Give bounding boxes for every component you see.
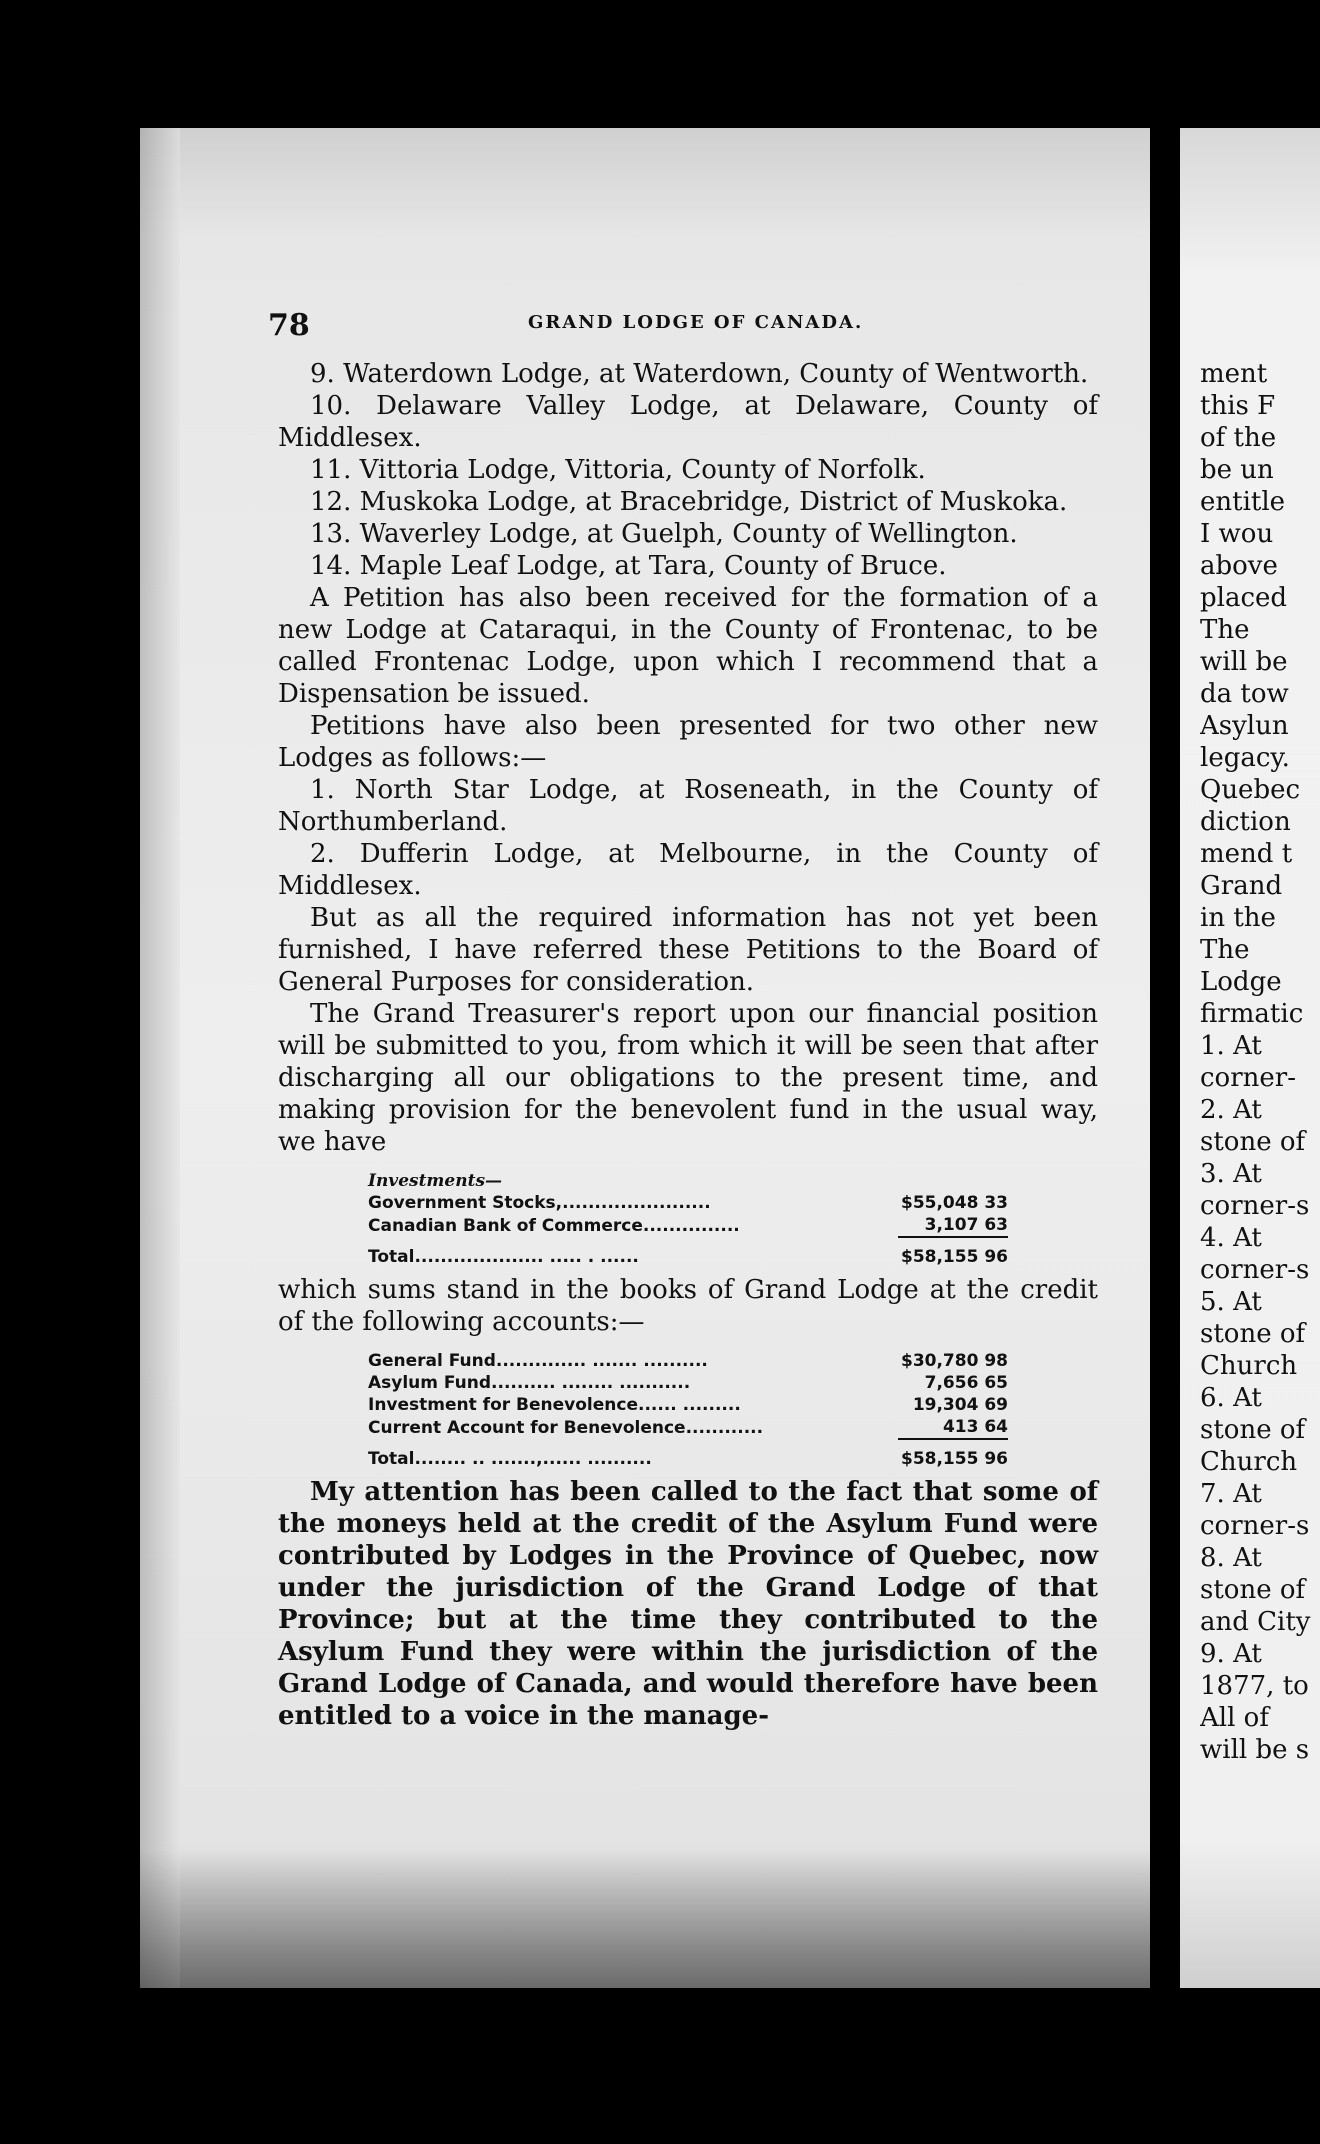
- page-number: 78: [268, 308, 310, 343]
- right-page-line: be un: [1200, 455, 1274, 485]
- lodge-item-9: 9. Waterdown Lodge, at Waterdown, County of Wentworth.: [310, 359, 1089, 389]
- investments-total-label: Total.................... ..... . ......: [368, 1246, 639, 1267]
- table-row: [368, 1372, 1008, 1394]
- right-page-line: corner-s: [1200, 1255, 1310, 1285]
- investment-amount: 3,107 63: [898, 1214, 1008, 1237]
- right-page-line: 7. At: [1200, 1479, 1262, 1509]
- investment-amount: $55,048 33: [900, 1193, 1008, 1213]
- right-page-line: corner-s: [1200, 1511, 1310, 1541]
- right-page-line: legacy.: [1200, 743, 1290, 773]
- right-page-line: 1877, to: [1200, 1671, 1309, 1701]
- right-page-line: Church: [1200, 1351, 1298, 1381]
- investments-total-row: [368, 1237, 1008, 1268]
- scan-edge-shading: [140, 128, 180, 1988]
- right-page-line: above: [1200, 551, 1278, 581]
- right-page-line: 6. At: [1200, 1383, 1262, 1413]
- running-head: GRAND LODGE OF CANADA.: [528, 312, 864, 333]
- accounts-total-row: [368, 1439, 1008, 1470]
- lodge-item-11: 11. Vittoria Lodge, Vittoria, County of Norfolk.: [310, 455, 926, 485]
- right-page-line: corner-s: [1200, 1191, 1310, 1221]
- lodge-item-10: 10. Delaware Valley Lodge, at Delaware, County of Middlesex.: [278, 391, 1098, 453]
- table-row: [368, 1192, 1008, 1214]
- right-page-line: stone of: [1200, 1415, 1306, 1445]
- right-page-line: stone of: [1200, 1575, 1306, 1605]
- new-lodge-item-2: 2. Dufferin Lodge, at Melbourne, in the County of Middlesex.: [278, 839, 1098, 901]
- table-row: [368, 1416, 1008, 1439]
- investments-table: [368, 1170, 1008, 1268]
- lodge-item-13: 13. Waverley Lodge, at Guelph, County of Wellington.: [310, 519, 1018, 549]
- account-label: General Fund.............. ....... ..........: [368, 1351, 708, 1371]
- lodge-item-14: 14. Maple Leaf Lodge, at Tara, County of Bruce.: [310, 551, 947, 581]
- right-page-line: mend t: [1200, 839, 1293, 869]
- right-page-line: ment: [1200, 359, 1268, 389]
- petition-paragraph: A Petition has also been received for the formation of a new Lodge at Cataraqui, in the County of Frontenac, to be called Frontenac Lodge, upon which I recommend that a Dispensation be issued.: [278, 583, 1098, 709]
- investments-heading: Investments—: [368, 1171, 503, 1191]
- right-page-line: firmatic: [1200, 999, 1304, 1029]
- treasurer-paragraph: The Grand Treasurer's report upon our financial position will be submitted to you, from which it will be seen that after discharging all our obligations to the present time, and making provision for the benevolent fund in the usual way, we have: [278, 999, 1098, 1157]
- right-page-line: 1. At: [1200, 1031, 1262, 1061]
- asylum-fund-paragraph: My attention has been called to the fact that some of the moneys held at the credit of the Asylum Fund were contributed by Lodges in the Province of Quebec, now under the jurisdiction of the Grand Lodge of that Province; but at the time they contributed to the Asylum Fund they were within the jurisdiction of the Grand Lodge of Canada, and would therefore have been entitled to a voice in the manage-: [278, 1477, 1098, 1731]
- right-page-line: All of: [1200, 1703, 1269, 1733]
- right-page-line: will be: [1200, 647, 1288, 677]
- right-page-line: placed: [1200, 583, 1288, 613]
- investment-label: Government Stocks,.......................: [368, 1193, 711, 1213]
- right-page-line: in the: [1200, 903, 1276, 933]
- right-page-line: stone of: [1200, 1319, 1306, 1349]
- right-page-line: I wou: [1200, 519, 1274, 549]
- right-page-line: Church: [1200, 1447, 1298, 1477]
- right-page-line: 3. At: [1200, 1159, 1262, 1189]
- right-page-line: entitle: [1200, 487, 1286, 517]
- table-row: [368, 1350, 1008, 1372]
- right-page-line: will be s: [1200, 1735, 1310, 1765]
- referral-paragraph: But as all the required information has not yet been furnished, I have referred these Petitions to the Board of General Purposes for consideration.: [278, 903, 1098, 997]
- right-page-line: of the: [1200, 423, 1277, 453]
- petitions-intro: Petitions have also been presented for two other new Lodges as follows:—: [278, 711, 1098, 773]
- right-page-line: da tow: [1200, 679, 1289, 709]
- right-page-line: and City: [1200, 1607, 1311, 1637]
- right-page-line: Grand: [1200, 871, 1283, 901]
- investments-total-amount: $58,155 96: [900, 1247, 1008, 1267]
- accounts-total-amount: $58,155 96: [900, 1449, 1008, 1469]
- scan-bottom-shading: [140, 1850, 1150, 1988]
- accounts-table: [368, 1350, 1008, 1470]
- account-label: Investment for Benevolence...... .........: [368, 1395, 741, 1415]
- right-page-line: Lodge: [1200, 967, 1282, 997]
- right-page-line: diction: [1200, 807, 1291, 837]
- right-page-line: 8. At: [1200, 1543, 1262, 1573]
- right-page-line: corner-: [1200, 1063, 1296, 1093]
- table-row: [368, 1394, 1008, 1416]
- right-page-line: The: [1200, 935, 1250, 965]
- book-gutter: [1150, 128, 1180, 1988]
- right-page-line: Quebec: [1200, 775, 1301, 805]
- accounts-intro: which sums stand in the books of Grand Lodge at the credit of the following accounts:—: [278, 1275, 1098, 1337]
- right-page-line: 2. At: [1200, 1095, 1262, 1125]
- page-body: [278, 358, 1098, 1732]
- account-label: Asylum Fund.......... ........ ...........: [368, 1373, 691, 1393]
- new-lodge-item-1: 1. North Star Lodge, at Roseneath, in the County of Northumberland.: [278, 775, 1098, 837]
- accounts-total-label: Total........ .. .......,...... ..........: [368, 1448, 652, 1469]
- table-row: [368, 1214, 1008, 1237]
- right-page-line: stone of: [1200, 1127, 1306, 1157]
- investment-label: Canadian Bank of Commerce...............: [368, 1215, 740, 1236]
- right-page-line: this F: [1200, 391, 1276, 421]
- account-amount: 19,304 69: [912, 1395, 1008, 1415]
- account-amount: 7,656 65: [924, 1373, 1008, 1393]
- left-page: [140, 128, 1150, 1988]
- right-page-line: The: [1200, 615, 1250, 645]
- account-label: Current Account for Benevolence............: [368, 1417, 764, 1438]
- right-page-line: 5. At: [1200, 1287, 1262, 1317]
- right-page-line: 4. At: [1200, 1223, 1262, 1253]
- lodge-item-12: 12. Muskoka Lodge, at Bracebridge, District of Muskoka.: [310, 487, 1068, 517]
- account-amount: $30,780 98: [900, 1351, 1008, 1371]
- right-page-line: 9. At: [1200, 1639, 1262, 1669]
- right-page-text: [1200, 358, 1320, 1766]
- account-amount: 413 64: [898, 1416, 1008, 1439]
- right-page-line: Asylun: [1200, 711, 1289, 741]
